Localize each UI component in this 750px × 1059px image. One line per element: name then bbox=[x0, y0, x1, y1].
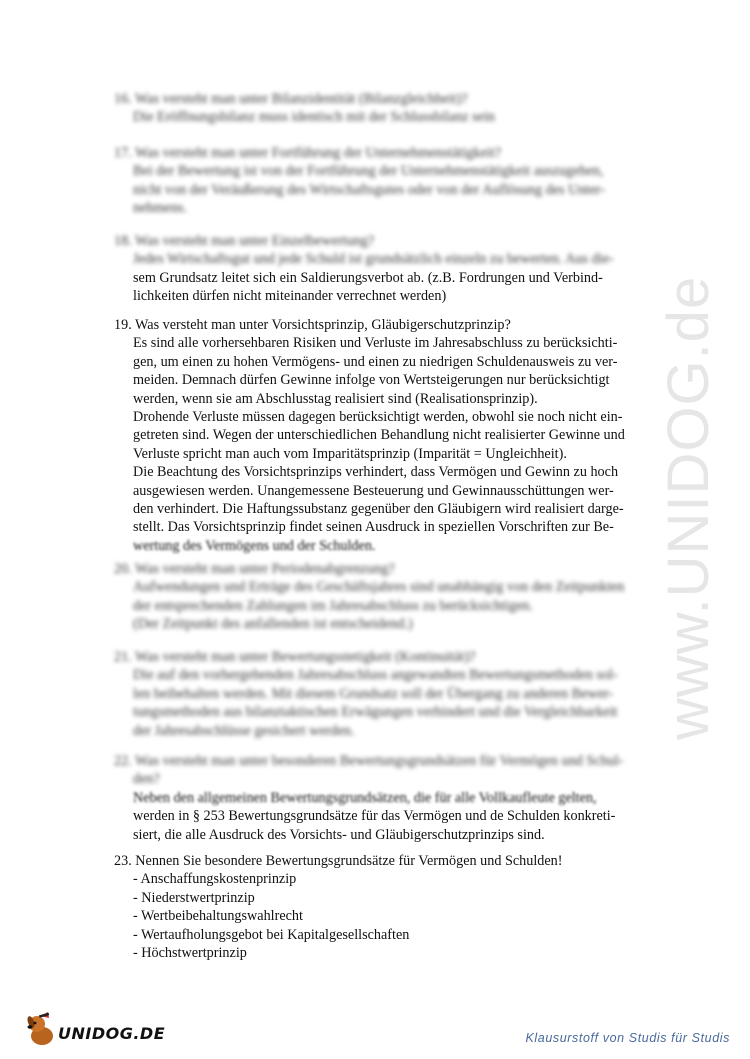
unidog-logo bbox=[22, 1010, 166, 1050]
footer-tagline: Klausurstoff von Studis für Studis bbox=[525, 1031, 730, 1045]
question-16: 16. Was versteht man unter Bilanzidentität (Bilanzgleichheit)? Die Eröffnungsbilanz muss identisch mit der Schlussbilanz sein bbox=[114, 91, 495, 126]
question-20: 20. Was versteht man unter Periodenabgrenzung? Aufwendungen und Erträge des Geschäftsjahres sind unabhängig von den Zeitpunkten der entsprechenden Zahlungen im Jahresabschluss zu berücksichtigen. (Der Zeitpunkt des anfallenden ist entscheidend.) bbox=[114, 561, 625, 633]
question-17: 17. Was versteht man unter Fortführung der Unternehmenstätigkeit? Bei der Bewertung ist von der Fortführung der Unternehmenstätigkeit auszugehen, nicht von der Veräußerung des Wirtschaftsgutes oder von der Auflösung des Unter- nehmens. bbox=[114, 145, 605, 217]
dog-mascot-icon bbox=[22, 1010, 62, 1050]
question-23: 23. Nennen Sie besondere Bewertungsgrundsätze für Vermögen und Schulden! - Anschaffungskostenprinzip - Niederstwertprinzip - Wertbeibehaltungswahlrecht - Wertaufholungsgebot bei Kapitalgesellschaften - Höchstwertprinzip bbox=[114, 853, 563, 962]
question-19: 19. Was versteht man unter Vorsichtsprinzip, Gläubigerschutzprinzip? Es sind alle vorhersehbaren Risiken und Verluste im Jahresabschluss zu berücksichti- gen, um einen zu hohen Vermögens- und einen zu niedrigen Schuldenausweis zu ver- meiden. Demnach dürfen Gewinne infolge von Wertsteigerungen nur berücksichtigt werden, wenn sie am Abschlusstag realisiert sind (Realisationsprinzip). Drohende Verluste müssen dagegen berücksichtigt werden, obwohl sie noch nicht ein- getreten sind. Wegen der unterschiedlichen Behandlung nicht realisierter Gewinne und Verluste spricht man auch vom Imparitätsprinzip (Imparität = Ungleichheit). Die Beachtung des Vorsichtsprinzips verhindert, dass Vermögen und Gewinn zu hoch ausgewiesen werden. Unangemessene Besteuerung und Gewinnausschüttungen wer- den verhindert. Die Haftungssubstanz gegenüber den Gläubigern wird realisiert darge- stellt. Das Vorsichtsprinzip findet seinen Ausdruck in speziellen Vorschriften zur Be- wertung des Vermögens und der Schulden. bbox=[114, 317, 625, 554]
watermark: www.UNIDOG.de bbox=[656, 275, 721, 740]
question-18: 18. Was versteht man unter Einzelbewertung? Jedes Wirtschaftsgut und jede Schuld ist grundsätzlich einzeln zu bewerten. Aus die- sem Grundsatz leitet sich ein Saldierungsverbot ab. (z.B. Fordrungen und Verbind- lichkeiten dürfen nicht miteinander verrechnet werden) bbox=[114, 233, 614, 305]
question-22: 22. Was versteht man unter besonderen Bewertungsgrundsätzen für Vermögen und Schul- den? Neben den allgemeinen Bewertungsgrundsätzen, die für alle Vollkaufleute gelten, werden in § 253 Bewertungsgrundsätze für das Vermögen und de Schulden konkreti- siert, die alle Ausdruck des Vorsichts- und Gläubigerschutzprinzips sind. bbox=[114, 753, 624, 843]
question-21: 21. Was versteht man unter Bewertungsstetigkeit (Kontinuität)? Die auf den vorhergehenden Jahresabschluss angewandten Bewertungsmethoden sol- len beibehalten werden. Mit diesem Grundsatz soll der Übergang zu anderen Bewer- tungsmethoden aus bilanztaktischen Erwägungen verhindert und die Vergleichbarkeit der Jahresabschlüsse gesichert werden. bbox=[114, 649, 618, 739]
logo-text: UNIDOG.DE bbox=[58, 1024, 166, 1043]
